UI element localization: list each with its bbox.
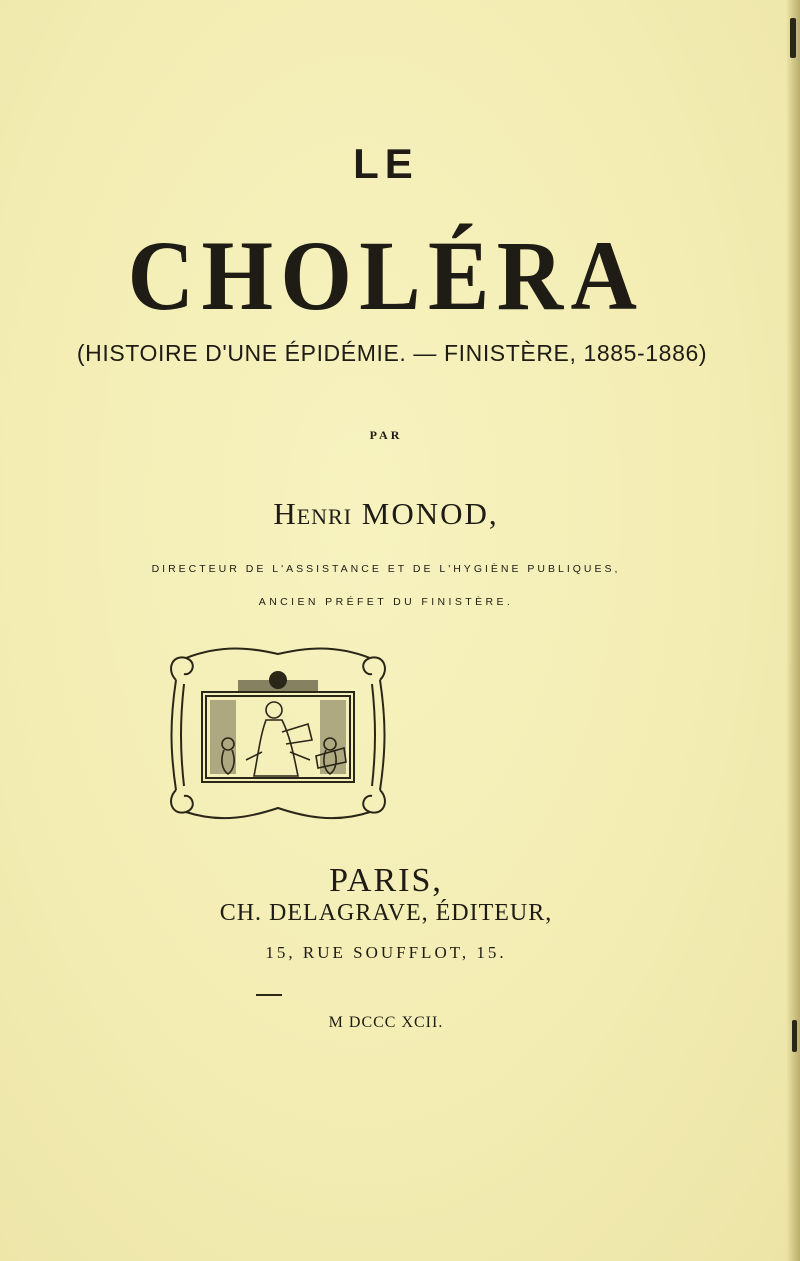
publisher-device-icon <box>162 640 394 824</box>
author-role-2: ANCIEN PRÉFET DU FINISTÈRE. <box>258 596 514 608</box>
ink-spot <box>792 1020 797 1052</box>
by-label: PAR <box>369 428 403 442</box>
book-title: CHOLÉRA <box>127 220 645 331</box>
author-name <box>0 496 786 532</box>
title-article: LE <box>353 140 419 187</box>
publisher-address: 15, RUE SOUFFLOT, 15. <box>265 943 507 962</box>
publisher-name: CH. DELAGRAVE, ÉDITEUR, <box>219 900 553 926</box>
publication-city: PARIS, <box>329 862 443 899</box>
page-edge <box>786 0 800 1261</box>
book-subtitle: (HISTOIRE D'UNE ÉPIDÉMIE. — FINISTÈRE, 1885-1886) <box>76 340 708 366</box>
ink-spot <box>790 18 796 58</box>
divider-rule <box>256 994 282 996</box>
author-last-name: MONOD, <box>361 496 499 531</box>
author-role-1: DIRECTEUR DE L'ASSISTANCE ET DE L'HYGIÈNE PUBLIQUES, <box>151 563 621 575</box>
publication-year: M DCCC XCII. <box>328 1014 444 1031</box>
author-first-name: Henri <box>273 496 353 531</box>
